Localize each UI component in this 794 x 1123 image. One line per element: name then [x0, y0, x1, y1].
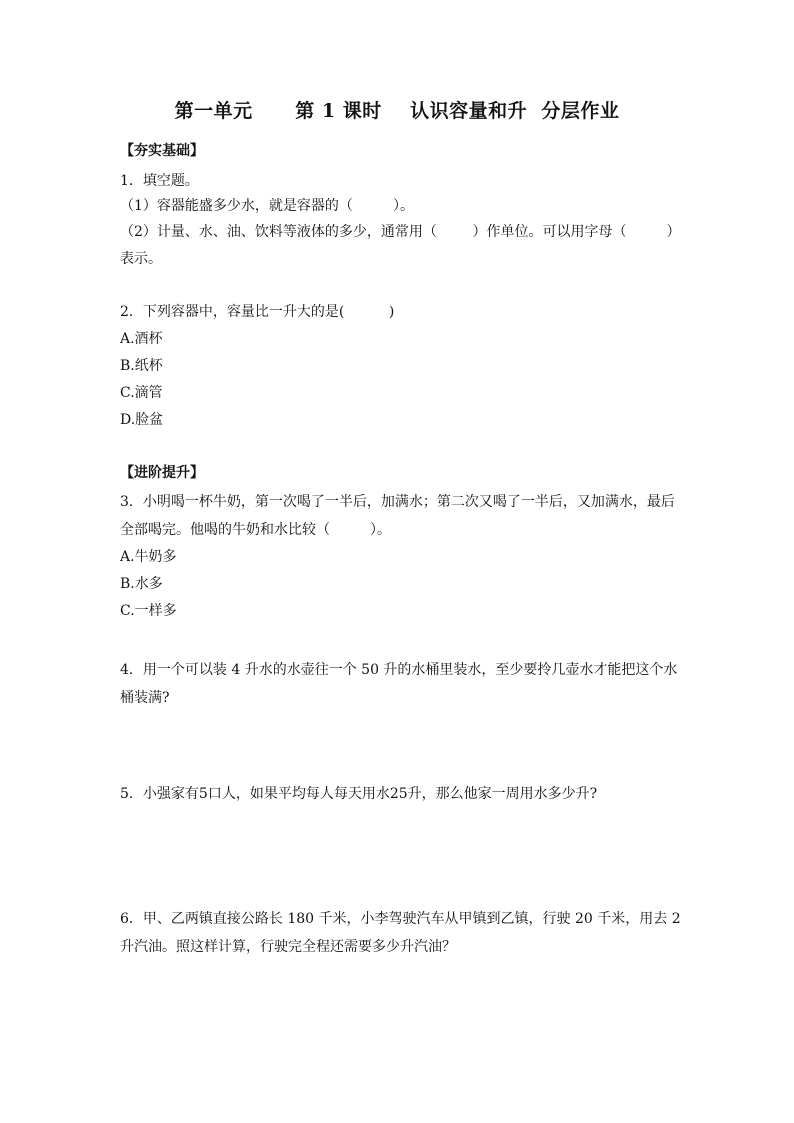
- question-1-stem: 1．填空题。: [120, 173, 199, 189]
- question-2-stem: 2．下列容器中，容量比一升大的是( ): [120, 304, 395, 320]
- question-3-option-c: C.一样多: [120, 603, 177, 619]
- question-2-option-d: D.脸盆: [120, 412, 164, 428]
- question-3-stem: 3．小明喝一杯牛奶，第一次喝了一半后，加满水；第二次又喝了一半后，又加满水，最后: [120, 494, 675, 510]
- question-5-stem: 5．小强家有5口人，如果平均每人每天用水25升，那么他家一周用水多少升?: [120, 786, 598, 802]
- question-4-stem: 4．用一个可以装 4 升水的水壶往一个 50 升的水桶里装水，至少要拎几壶水才能把这个水: [120, 662, 678, 678]
- question-4-stem-continued: 桶装满?: [120, 690, 170, 706]
- question-1-part-1: （1）容器能盛多少水，就是容器的（ ）。: [120, 198, 414, 214]
- question-3-option-b: B.水多: [120, 576, 163, 592]
- question-2-option-c: C.滴管: [120, 385, 163, 401]
- question-6-stem-continued: 升汽油。照这样计算，行驶完全程还需要多少升汽油？: [120, 939, 456, 955]
- question-1-part-2: （2）计量、水、油、饮料等液体的多少，通常用（ ）作单位。可以用字母（ ）: [120, 224, 681, 240]
- question-1-part-2-continued: 表示。: [120, 251, 162, 267]
- page-title: 第一单元 第 1 课时 认识容量和升 分层作业: [174, 100, 620, 122]
- question-3-stem-continued: 全部喝完。他喝的牛奶和水比较（ ）。: [120, 522, 392, 538]
- question-2-option-b: B.纸杯: [120, 358, 163, 374]
- section-heading-advanced: 【进阶提升】: [120, 465, 204, 481]
- question-2-option-a: A.酒杯: [120, 331, 163, 347]
- question-3-option-a: A.牛奶多: [120, 549, 177, 565]
- section-heading-basic: 【夯实基础】: [120, 143, 204, 159]
- question-6-stem: 6．甲、乙两镇直接公路长 180 千米，小李驾驶汽车从甲镇到乙镇，行驶 20 千米，用去 2: [120, 911, 681, 927]
